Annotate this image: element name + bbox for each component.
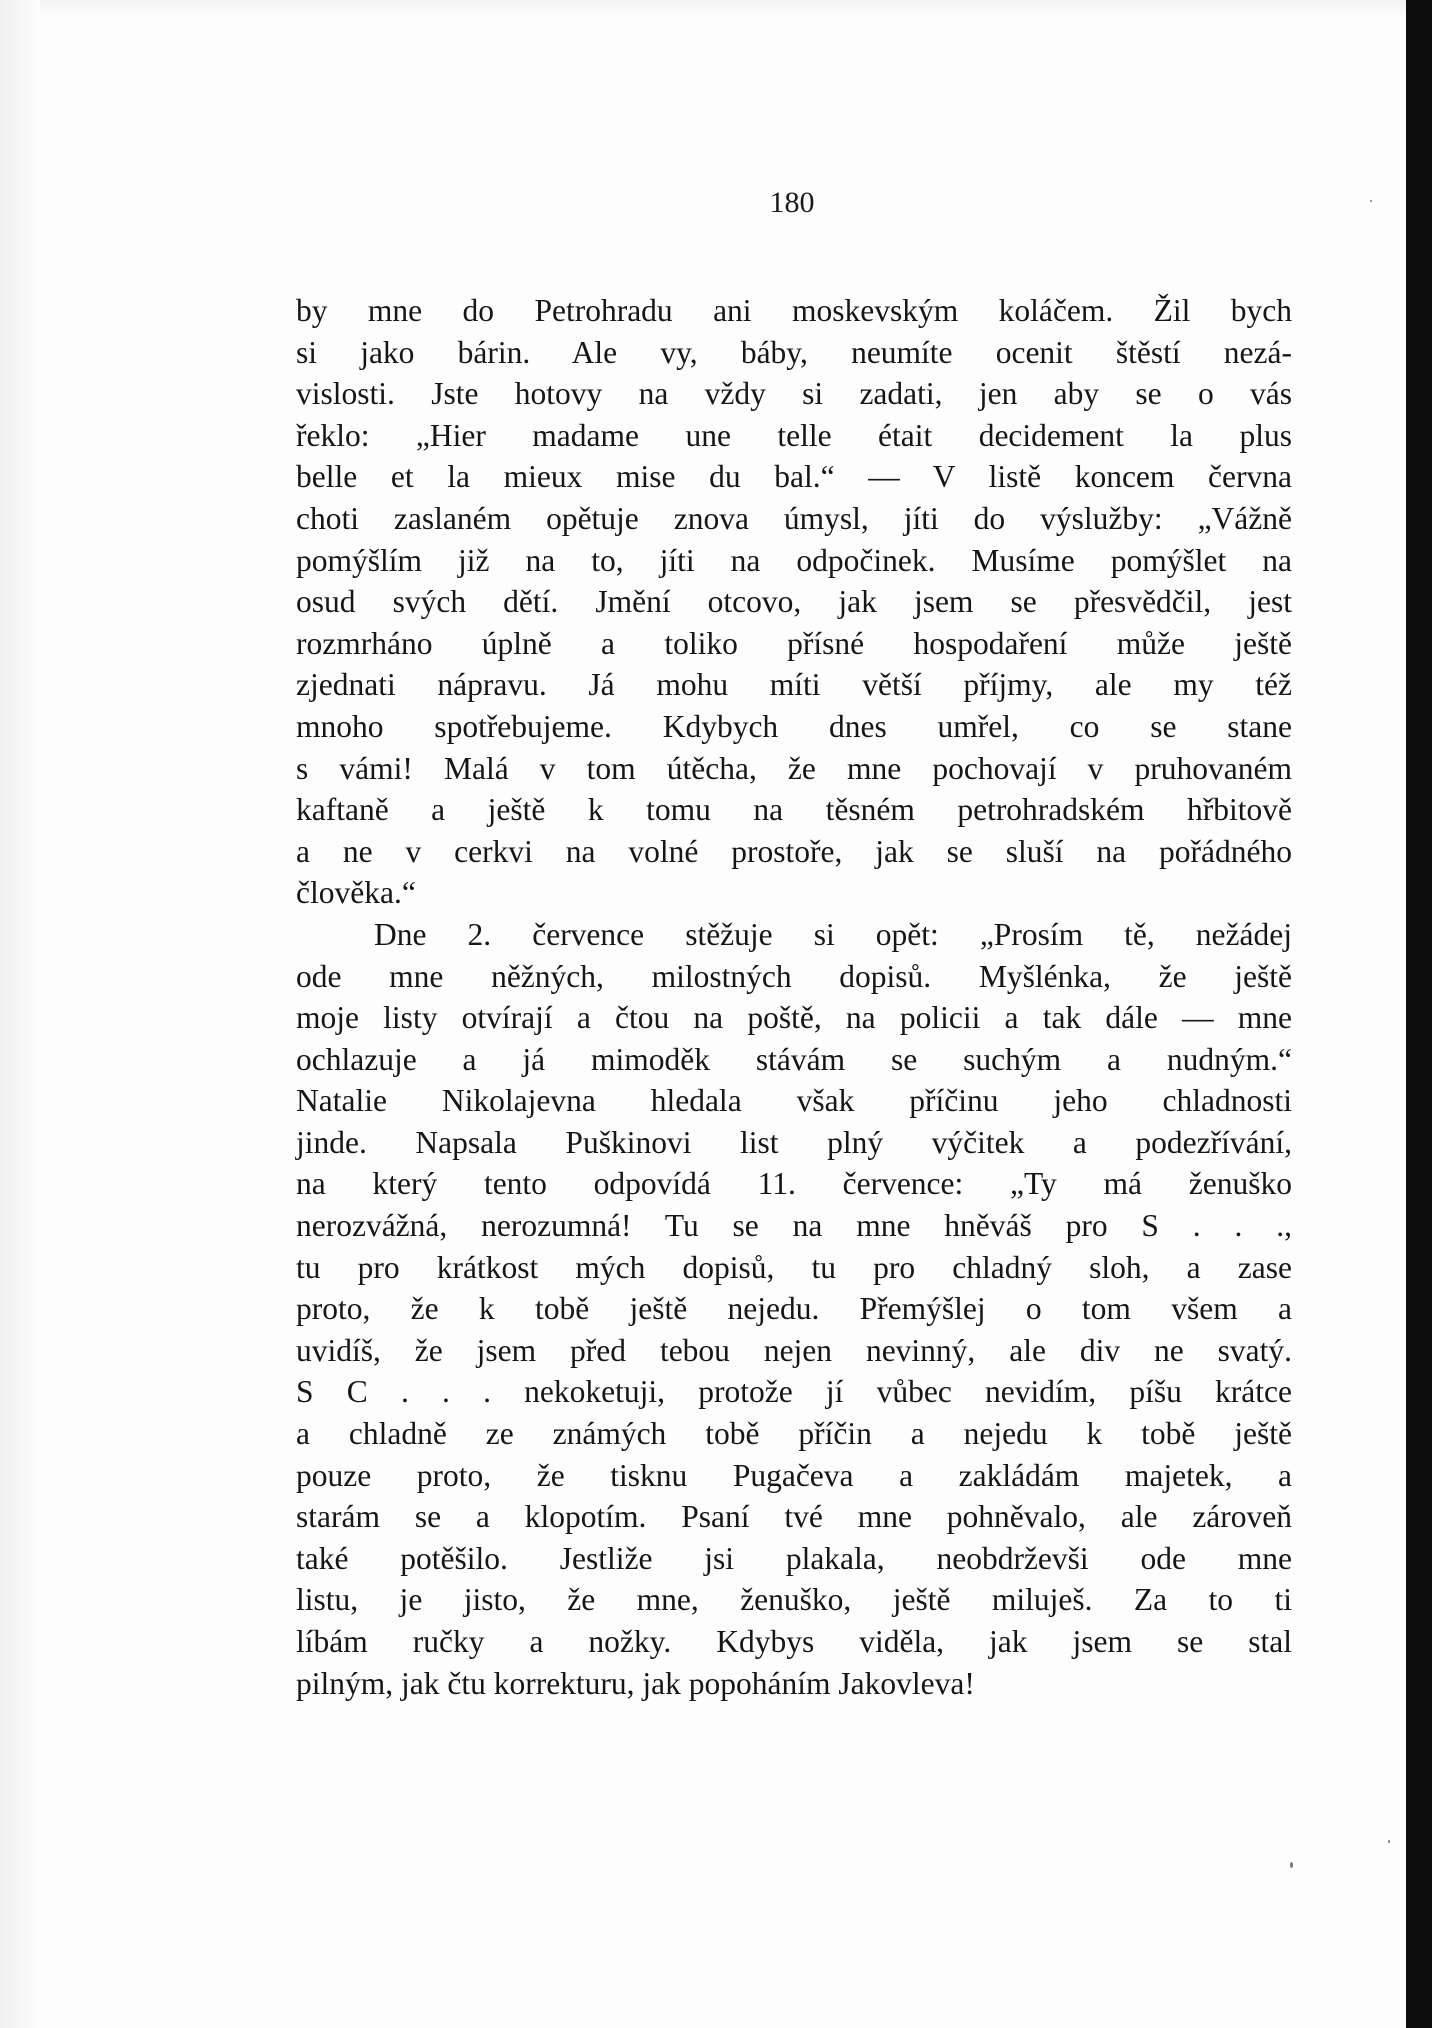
text-line: a chladně ze známých tobě příčin a nejedu k tobě ještě bbox=[296, 1416, 1292, 1452]
text-line: moje listy otvírají a čtou na poště, na policii a tak dále — mne bbox=[296, 1000, 1292, 1036]
text-line: ode mne něžných, milostných dopisů. Myšlénka, že ještě bbox=[296, 958, 1292, 994]
text-line: s vámi! Malá v tom útěcha, že mne pochovají v pruhovaném bbox=[296, 750, 1292, 786]
scan-edge-top bbox=[0, 0, 1432, 18]
text-line: tu pro krátkost mých dopisů, tu pro chladný sloh, a zase bbox=[296, 1249, 1292, 1285]
text-line: starám se a klopotím. Psaní tvé mne pohněvalo, ale zároveň bbox=[296, 1499, 1292, 1535]
text-line: jinde. Napsala Puškinovi list plný výčitek a podezřívání, bbox=[296, 1124, 1292, 1160]
text-line: si jako bárin. Ale vy, báby, neumíte ocenit štěstí nezá- bbox=[296, 334, 1292, 370]
text-line: pilným, jak čtu korrekturu, jak popoháním Jakovleva! bbox=[296, 1665, 975, 1701]
text-line: choti zaslaném opětuje znova úmysl, jíti do výslužby: „Vážně bbox=[296, 500, 1292, 536]
text-line: zjednati nápravu. Já mohu míti větší příjmy, ale my též bbox=[296, 667, 1292, 703]
paragraph-start-line: Dne 2. července stěžuje si opět: „Prosím tě, nežádej bbox=[374, 916, 1292, 952]
text-line: vislosti. Jste hotovy na vždy si zadati, jen aby se o vás bbox=[296, 376, 1292, 412]
text-line: nerozvážná, nerozumná! Tu se na mne hněváš pro S . . ., bbox=[296, 1208, 1292, 1244]
page-number: 180 bbox=[769, 186, 815, 219]
scan-speck bbox=[1370, 200, 1372, 202]
text-line: a ne v cerkvi na volné prostoře, jak se sluší na pořádného bbox=[296, 833, 1292, 869]
text-line: rozmrháno úplně a toliko přísné hospodaření může ještě bbox=[296, 625, 1292, 661]
text-line: Natalie Nikolajevna hledala však příčinu jeho chladnosti bbox=[296, 1083, 1292, 1119]
text-line: belle et la mieux mise du bal.“ — V listě koncem června bbox=[296, 459, 1292, 495]
scan-speck bbox=[1290, 1862, 1293, 1868]
text-line: listu, je jisto, že mne, ženuško, ještě miluješ. Za to ti bbox=[296, 1582, 1292, 1618]
text-line: na který tento odpovídá 11. července: „Ty má ženuško bbox=[296, 1166, 1292, 1202]
text-line: mnoho spotřebujeme. Kdybych dnes umřel, co se stane bbox=[296, 708, 1292, 744]
text-line: řeklo: „Hier madame une telle était decidement la plus bbox=[296, 417, 1292, 453]
text-line: proto, že k tobě ještě nejedu. Přemýšlej o tom všem a bbox=[296, 1291, 1292, 1327]
text-line: osud svých dětí. Jmění otcovo, jak jsem se přesvědčil, jest bbox=[296, 584, 1292, 620]
text-line: pomýšlím již na to, jíti na odpočinek. Musíme pomýšlet na bbox=[296, 542, 1292, 578]
scan-edge-left bbox=[0, 0, 40, 2028]
text-line: ochlazuje a já mimoděk stávám se suchým a nudným.“ bbox=[296, 1041, 1292, 1077]
text-line: kaftaně a ještě k tomu na těsném petrohradském hřbitově bbox=[296, 792, 1292, 828]
text-line: uvidíš, že jsem před tebou nejen nevinný, ale div ne svatý. bbox=[296, 1332, 1292, 1368]
scan-speck bbox=[1388, 1840, 1390, 1843]
text-line: líbám ručky a nožky. Kdybys viděla, jak jsem se stal bbox=[296, 1624, 1292, 1659]
text-line: také potěšilo. Jestliže jsi plakala, neobdrževši ode mne bbox=[296, 1540, 1292, 1576]
scan-edge-right bbox=[1406, 0, 1432, 2028]
text-line: by mne do Petrohradu ani moskevským koláčem. Žil bych bbox=[296, 293, 1292, 328]
text-line: S C . . . nekoketuji, protože jí vůbec nevidím, píšu krátce bbox=[296, 1374, 1292, 1410]
text-line: člověka.“ bbox=[296, 875, 416, 911]
text-line: pouze proto, že tisknu Pugačeva a zakládám majetek, a bbox=[296, 1457, 1292, 1493]
body-text bbox=[296, 290, 1292, 1704]
